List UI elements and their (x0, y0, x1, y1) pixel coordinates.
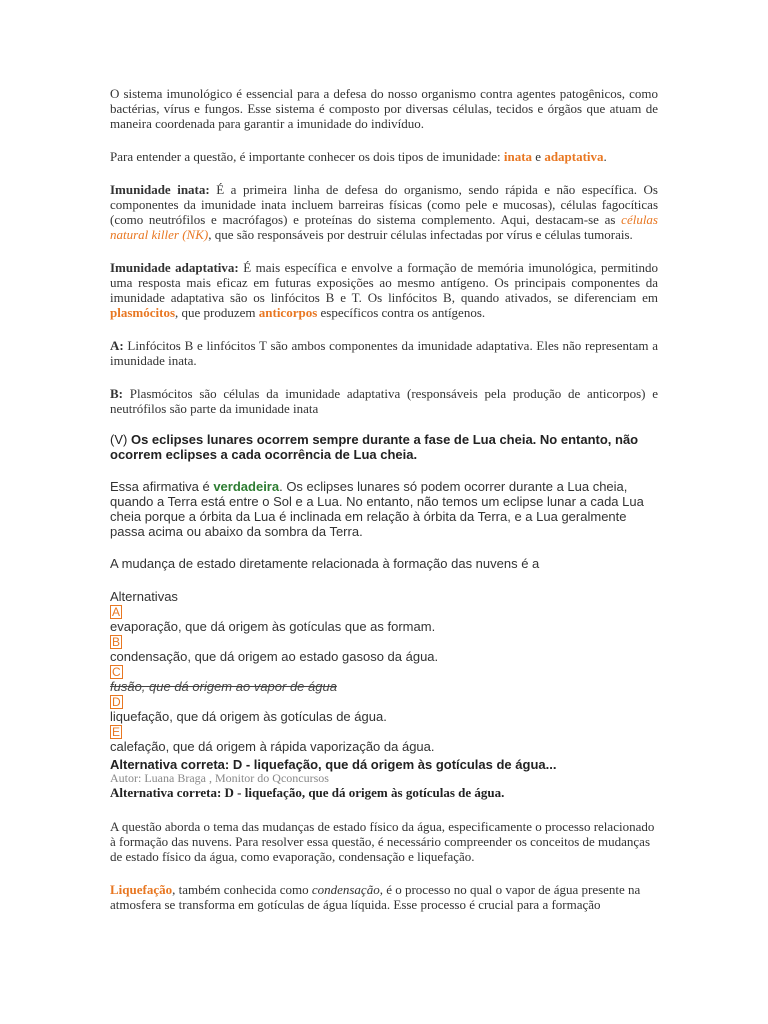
adaptive-term: adaptativa (544, 149, 604, 164)
innate-text: É a primeira linha de defesa do organismo, sendo rápida e não específica. Os componentes da imunidade inata incluem barreiras físicas (como pele e mucosas), células fagocíticas (como neutrófilos e macrófagos) e proteínas do sistema complemento. Aqui, destacam-se as (110, 182, 658, 227)
liquefacao-paragraph (110, 882, 658, 912)
explanation-after: . Os eclipses lunares só podem ocorrer durante a Lua cheia, quando a Terra está entre o Sol e a Lua. No entanto, não temos um eclipse lunar a cada Lua cheia porque a órbita da Lua é inclinada em relação à órbita da Terra, e a Lua geralmente passa acima ou abaixo da sombra da Terra. (110, 479, 644, 539)
adaptive-end: específicos contra os antígenos. (317, 305, 486, 320)
answer-repeat: Alternativa correta: D - liquefação, que dá origem às gotículas de água. (110, 785, 505, 800)
option-b-label: B: (110, 386, 123, 401)
innate-immunity-paragraph (110, 182, 658, 242)
question-text: A mudança de estado diretamente relacionada à formação das nuvens é a (110, 556, 540, 571)
alternative-text-a: evaporação, que dá origem às gotículas que as formam. (110, 619, 436, 634)
option-a-explanation (110, 338, 658, 368)
innate-term: inata (503, 149, 533, 164)
types-end: . (603, 149, 607, 164)
alternative-text-d: liquefação, que dá origem às gotículas de água. (110, 709, 387, 724)
alternative-letter-c[interactable]: C (112, 665, 121, 679)
condensacao-term: condensação (311, 882, 380, 897)
option-b-text: Plasmócitos são células da imunidade adaptativa (responsáveis pela produção de anticorpos) e neutrófilos são parte da imunidade inata (110, 386, 658, 416)
intro-paragraph: O sistema imunológico é essencial para a defesa do nosso organismo contra agentes patogênicos, como bactérias, vírus e fungos. Esse sistema é composto por diversas células, tecidos e órgãos que atuam de maneira coordenada para garantir a imunidade do indivíduo. (110, 86, 658, 131)
alternative-letter-e[interactable]: E (112, 725, 121, 739)
adaptive-text: É mais específica e envolve a formação de memória imunológica, permitindo uma resposta mais eficaz em futuras exposições ao mesmo antígeno. Os principais componentes da imunidade adaptativa são os linfócitos B e T. Os linfócitos B, quando ativados, se diferenciam em (110, 260, 658, 305)
innate-label: Imunidade inata: (110, 182, 210, 197)
immunity-types-paragraph (110, 149, 658, 164)
answer-heading: Alternativa correta: D - liquefação, que dá origem às gotículas de água... (110, 757, 557, 772)
option-a-text: Linfócitos B e linfócitos T são ambos componentes da imunidade adaptativa. Eles não representam a imunidade inata. (110, 338, 658, 368)
eclipse-explanation (110, 479, 658, 539)
alternative-d[interactable] (110, 694, 658, 724)
eclipse-statement (110, 432, 658, 462)
option-a-label: A: (110, 338, 124, 353)
liquefacao-term: Liquefação (110, 882, 173, 897)
alternatives-block (110, 589, 658, 754)
adaptive-mid: , que produzem (175, 305, 259, 320)
alternative-letter-d[interactable]: D (112, 695, 121, 709)
alternative-e[interactable] (110, 724, 658, 754)
liquefacao-t2: , é o processo no qual o vapor de água presente na atmosfera se transforma em gotículas de água líquida. Esse processo é crucial para a formação (110, 882, 641, 912)
adaptive-immunity-paragraph (110, 260, 658, 320)
alternative-b[interactable] (110, 634, 658, 664)
explanation-before: Essa afirmativa é (110, 479, 214, 494)
plasmocitos-term: plasmócitos (110, 305, 175, 320)
statement-mark: (V) (110, 432, 131, 447)
alternative-text-c: fusão, que dá origem ao vapor de água (110, 679, 337, 694)
types-text: Para entender a questão, é importante conhecer os dois tipos de imunidade: (110, 149, 504, 164)
option-b-explanation (110, 386, 658, 416)
alternative-letter-b[interactable]: B (112, 635, 121, 649)
alternative-a[interactable] (110, 604, 658, 634)
adaptive-label: Imunidade adaptativa: (110, 260, 239, 275)
verdict-true: verdadeira (213, 479, 280, 494)
alternative-text-e: calefação, que dá origem à rápida vaporização da água. (110, 739, 435, 754)
types-and: e (532, 149, 545, 164)
nk-cells-term: células natural killer (NK) (110, 212, 658, 242)
answer-author: Autor: Luana Braga , Monitor do Qconcursos (110, 771, 329, 785)
innate-end: , que são responsáveis por destruir células infectadas por vírus e células tumorais. (208, 227, 633, 242)
anticorpos-term: anticorpos (258, 305, 318, 320)
alternative-c[interactable] (110, 664, 658, 694)
liquefacao-t1: , também conhecida como (172, 882, 312, 897)
statement-text: Os eclipses lunares ocorrem sempre durante a fase de Lua cheia. No entanto, não ocorrem eclipses a cada ocorrência de Lua cheia. (110, 432, 639, 462)
alternative-text-b: condensação, que dá origem ao estado gasoso da água. (110, 649, 439, 664)
approach-paragraph: A questão aborda o tema das mudanças de estado físico da água, especificamente o processo relacionado à formação das nuvens. Para resolver essa questão, é necessário compreender os conceitos de mudanças de estado físico da água, como evaporação, condensação e liquefação. (110, 819, 655, 864)
alternatives-title: Alternativas (110, 589, 178, 604)
alternative-letter-a[interactable]: A (112, 605, 121, 619)
